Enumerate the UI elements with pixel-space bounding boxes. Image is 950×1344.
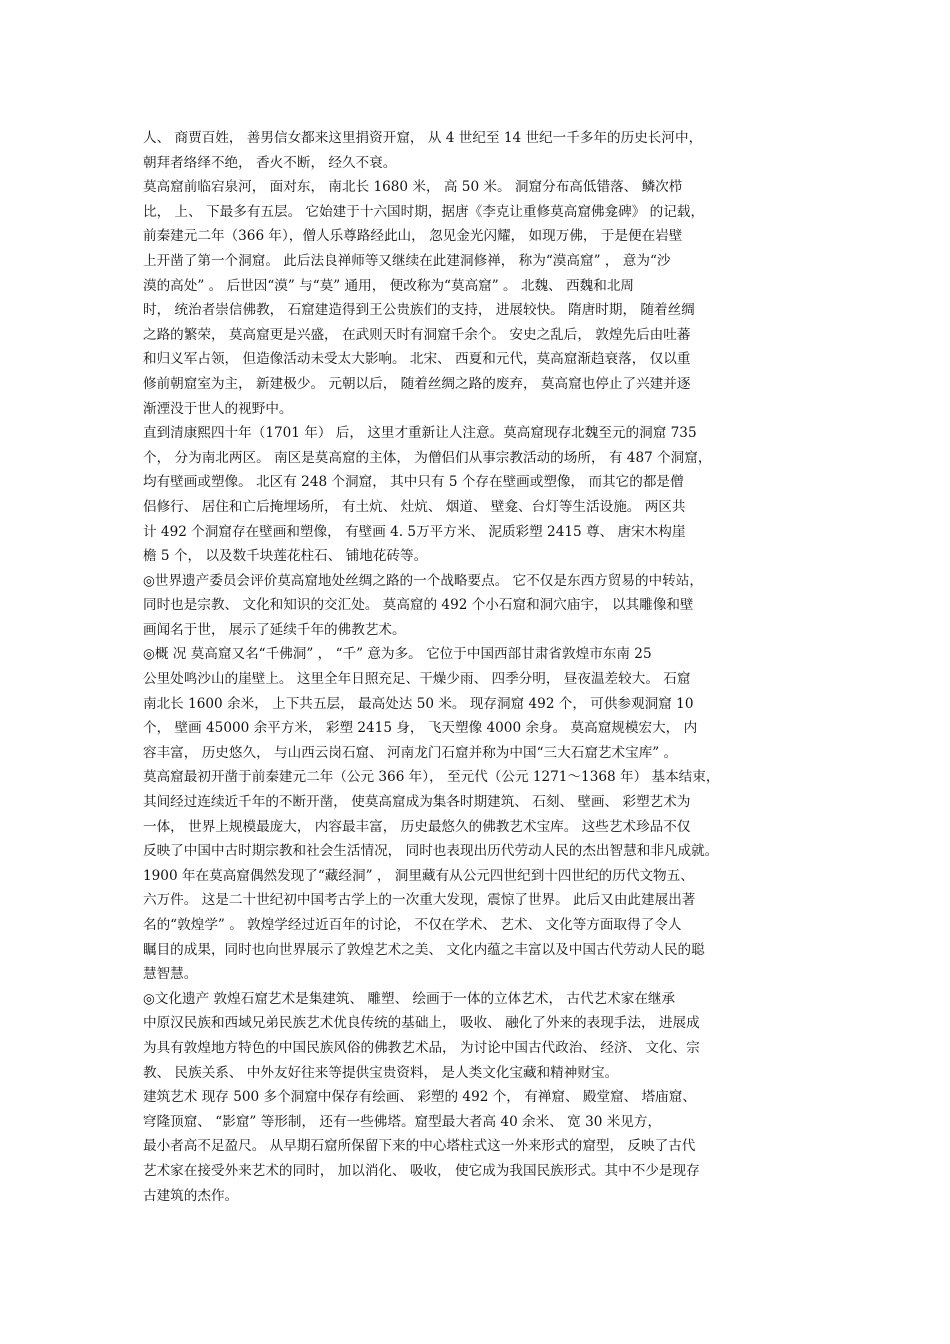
text-line: 反映了中国中古时期宗教和社会生活情况， 同时也表现出历代劳动人民的杰出智慧和非凡成就。: [143, 843, 719, 860]
text-line: 容丰富， 历史悠久， 与山西云岗石窟、 河南龙门石窟并称为中国“三大石窟艺术宝库” 。: [143, 744, 678, 761]
text-line: 之路的繁荣， 莫高窟更是兴盛， 在武则天时有洞窟千余个。 安史之乱后， 敦煌先后由吐蕃: [143, 326, 691, 343]
body-text: [143, 126, 813, 1208]
text-line: 朝拜者络绎不绝， 香火不断， 经久不衰。: [143, 154, 397, 171]
text-line: 南北长 1600 余米， 上下共五层， 最高处达 50 米。 现存洞窟 492 个， 可供参观洞窟 10: [143, 695, 694, 712]
text-line: 渐湮没于世人的视野中。: [143, 400, 293, 417]
text-line: 瞩目的成果，同时也向世界展示了敦煌艺术之美、 文化内蕴之丰富以及中国古代劳动人民的聪: [143, 941, 705, 958]
text-line: 画闻名于世， 展示了延续千年的佛教艺术。: [143, 621, 406, 638]
text-line: ◎世界遗产委员会评价莫高窟地处丝绸之路的一个战略要点。 它不仅是东西方贸易的中转站，: [143, 572, 703, 589]
text-line: 最小者高不足盈尺。 从早期石窟所保留下来的中心塔柱式这一外来形式的窟型， 反映了古代: [143, 1138, 696, 1155]
text-line: 六万件。 这是二十世纪初中国考古学上的一次重大发现，震惊了世界。 此后又由此建展出著: [143, 892, 696, 909]
text-line: 穹隆顶窟、 “影窟” 等形制， 还有一些佛塔。窟型最大者高 40 余米、 宽 30 米见方，: [143, 1113, 662, 1130]
text-line: ◎概 况 莫高窟又名“千佛洞” ， “千” 意为多。 它位于中国西部甘肃省敦煌市东南 25: [143, 646, 652, 663]
text-line: 慧智慧。: [143, 966, 198, 983]
text-line: ◎文化遗产 敦煌石窟艺术是集建筑、 雕塑、 绘画于一体的立体艺术， 古代艺术家在继承: [143, 990, 676, 1007]
text-line: 公里处鸣沙山的崖壁上。 这里全年日照充足、干燥少雨、 四季分明， 昼夜温差较大。 石窟: [143, 671, 691, 688]
text-line: 建筑艺术 现存 500 多个洞窟中保存有绘画、 彩塑的 492 个， 有禅窟、 殿堂窟、 塔庙窟、: [143, 1089, 696, 1106]
text-line: 艺术家在接受外来艺术的同时， 加以消化、 吸收， 使它成为我国民族形式。其中不少是现存: [143, 1162, 700, 1179]
text-line: 古建筑的杰作。: [143, 1187, 239, 1204]
text-line: 计 492 个洞窟存在壁画和塑像， 有壁画 4. 5万平方米、 泥质彩塑 2415 尊、 唐宋木构崖: [143, 523, 686, 540]
text-line: 和归义军占领， 但造像活动未受太大影响。 北宋、 西夏和元代，莫高窟渐趋衰落， 仅以重: [143, 351, 691, 368]
text-line: 为具有敦煌地方特色的中国民族风俗的佛教艺术品， 为讨论中国古代政治、 经济、 文化、宗: [143, 1039, 700, 1056]
text-line: 莫高窟前临宕泉河， 面对东， 南北长 1680 米， 高 50 米。 洞窟分布高低错落、 鳞次栉: [143, 179, 683, 196]
text-line: 同时也是宗教、 文化和知识的交汇处。 莫高窟的 492 个小石窟和洞穴庙宇， 以其雕像和壁: [143, 597, 694, 614]
text-line: 名的“敦煌学” 。 敦煌学经过近百年的讨论， 不仅在学术、 艺术、 文化等方面取得了令人: [143, 917, 682, 933]
text-line: 均有壁画或塑像。 北区有 248 个洞窟， 其中只有 5 个存在壁画或塑像， 而其它的都是僧: [143, 474, 684, 491]
text-line: 比， 上、 下最多有五层。 它始建于十六国时期，据唐《李克让重修莫高窟佛龛碑》 的记载，: [143, 203, 705, 220]
text-line: 修前朝窟室为主， 新建极少。 元朝以后， 随着丝绸之路的废弃， 莫高窟也停止了兴建并逐: [143, 375, 691, 392]
text-line: 个， 壁画 45000 余平方米， 彩塑 2415 身， 飞天塑像 4000 余身。 莫高窟规模宏大， 内: [143, 720, 698, 737]
text-line: 人、 商贾百姓， 善男信女都来这里捐资开窟， 从 4 世纪至 14 世纪一千多年的历史长河中，: [143, 130, 703, 146]
text-line: 上开凿了第一个洞窟。 此后法良禅师等又继续在此建洞修禅， 称为“漠高窟” ， 意为“沙: [143, 252, 671, 269]
text-line: 1900 年在莫高窟偶然发现了“藏经洞” ， 洞里藏有从公元四世纪到十四世纪的历代文物五、: [143, 867, 694, 884]
text-line: 一体， 世界上规模最庞大， 内容最丰富， 历史最悠久的佛教艺术宝库。 这些艺术珍品不仅: [143, 818, 691, 835]
text-line: 漠的高处” 。 后世因“漠” 与“莫” 通用， 便改称为“莫高窟” 。 北魏、 西魏和北周: [143, 277, 635, 294]
text-line: 中原汉民族和西域兄弟民族艺术优良传统的基础上， 吸收、 融化了外来的表现手法， 进展成: [143, 1015, 700, 1032]
text-line: 檐 5 个， 以及数千块莲花柱石、 铺地花砖等。: [143, 548, 428, 565]
text-line: 时， 统治者崇信佛教， 石窟建造得到王公贵族们的支持， 进展较快。 隋唐时期， 随着丝绸: [143, 302, 695, 319]
text-line: 侣修行、 居住和亡后掩埋场所， 有土炕、 灶炕、 烟道、 壁龛、台灯等生活设施。 两区共: [143, 498, 686, 515]
text-line: 莫高窟最初开凿于前秦建元二年（公元 366 年）， 至元代（公元 1271～1368 年） 基本结束，: [143, 769, 720, 786]
text-line: 直到清康熙四十年（1701 年） 后， 这里才重新让人注意。莫高窟现存北魏至元的洞窟 735: [143, 425, 697, 442]
text-line: 教、 民族关系、 中外友好往来等提供宝贵资料， 是人类文化宝藏和精神财宝。: [143, 1064, 619, 1081]
text-line: 前秦建元二年（366 年），僧人乐尊路经此山， 忽见金光闪耀， 如现万佛， 于是便在岩壁: [143, 228, 683, 245]
text-line: 其间经过连续近千年的不断开凿， 使莫高窟成为集各时期建筑、 石刻、 壁画、 彩塑艺术为: [143, 794, 691, 811]
text-line: 个， 分为南北两区。 南区是莫高窟的主体， 为僧侣们从事宗教活动的场所， 有 487 个洞窟，: [143, 449, 712, 466]
